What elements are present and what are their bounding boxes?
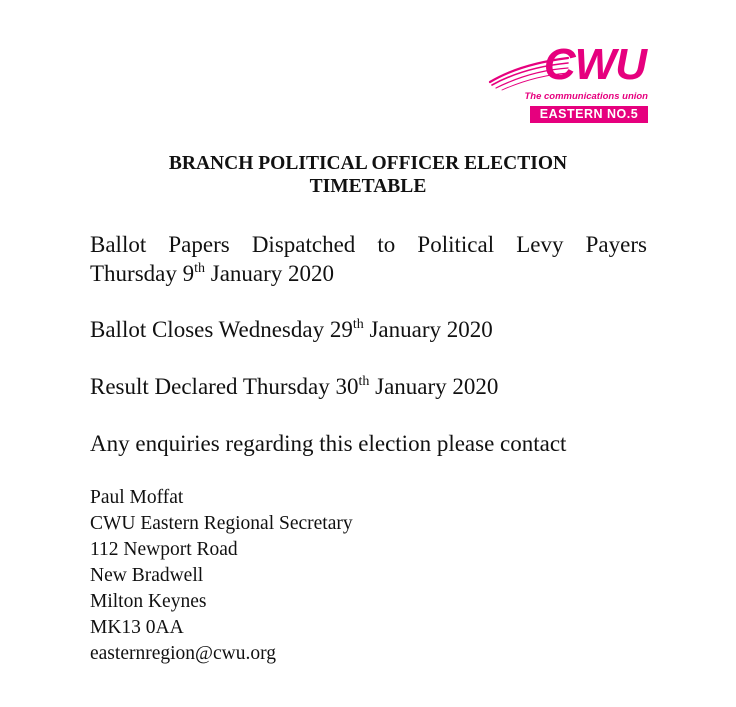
result-declared bbox=[90, 371, 647, 402]
dispatch-word: to bbox=[377, 232, 396, 257]
title-line-1: BRANCH POLITICAL OFFICER ELECTION bbox=[168, 153, 568, 174]
cwu-logo bbox=[488, 40, 648, 124]
dispatch-word: Payers bbox=[585, 232, 647, 257]
dispatch-date bbox=[90, 258, 647, 289]
contact-postcode: MK13 0AA bbox=[90, 617, 184, 638]
contact-block bbox=[90, 485, 490, 667]
contact-address-line: New Bradwell bbox=[90, 565, 204, 586]
contact-title: CWU Eastern Regional Secretary bbox=[90, 513, 353, 534]
dispatch-word: Ballot bbox=[90, 232, 147, 257]
contact-address-line: Milton Keynes bbox=[90, 591, 207, 612]
dispatch-rest: January 2020 bbox=[205, 261, 335, 286]
title-line-2: TIMETABLE bbox=[309, 176, 427, 197]
closes-day: Ballot Closes Wednesday 29 bbox=[90, 317, 353, 342]
dispatch-line-1 bbox=[90, 229, 647, 260]
logo-tagline: The communications union bbox=[524, 91, 648, 102]
logo-badge: EASTERN NO.5 bbox=[530, 106, 648, 123]
result-suffix: th bbox=[358, 374, 370, 389]
dispatch-day: Thursday 9 bbox=[90, 261, 195, 286]
contact-address-line: 112 Newport Road bbox=[90, 539, 238, 560]
contact-name: Paul Moffat bbox=[90, 487, 184, 508]
closes-rest: January 2020 bbox=[363, 317, 493, 342]
dispatch-word: Papers bbox=[168, 232, 230, 257]
dispatch-word: Dispatched bbox=[251, 232, 356, 257]
enquiries-text: Any enquiries regarding this election please contact bbox=[90, 431, 567, 456]
page-title bbox=[90, 152, 646, 198]
ballot-closes bbox=[90, 314, 647, 345]
dispatch-word: Political bbox=[417, 232, 495, 257]
dispatch-word: Levy bbox=[516, 232, 564, 257]
contact-email: easternregion@cwu.org bbox=[90, 643, 276, 664]
closes-suffix: th bbox=[352, 317, 364, 332]
dispatch-suffix: th bbox=[194, 261, 206, 276]
result-rest: January 2020 bbox=[369, 374, 499, 399]
logo-wordmark: CWU bbox=[543, 40, 646, 89]
result-day: Result Declared Thursday 30 bbox=[90, 374, 359, 399]
